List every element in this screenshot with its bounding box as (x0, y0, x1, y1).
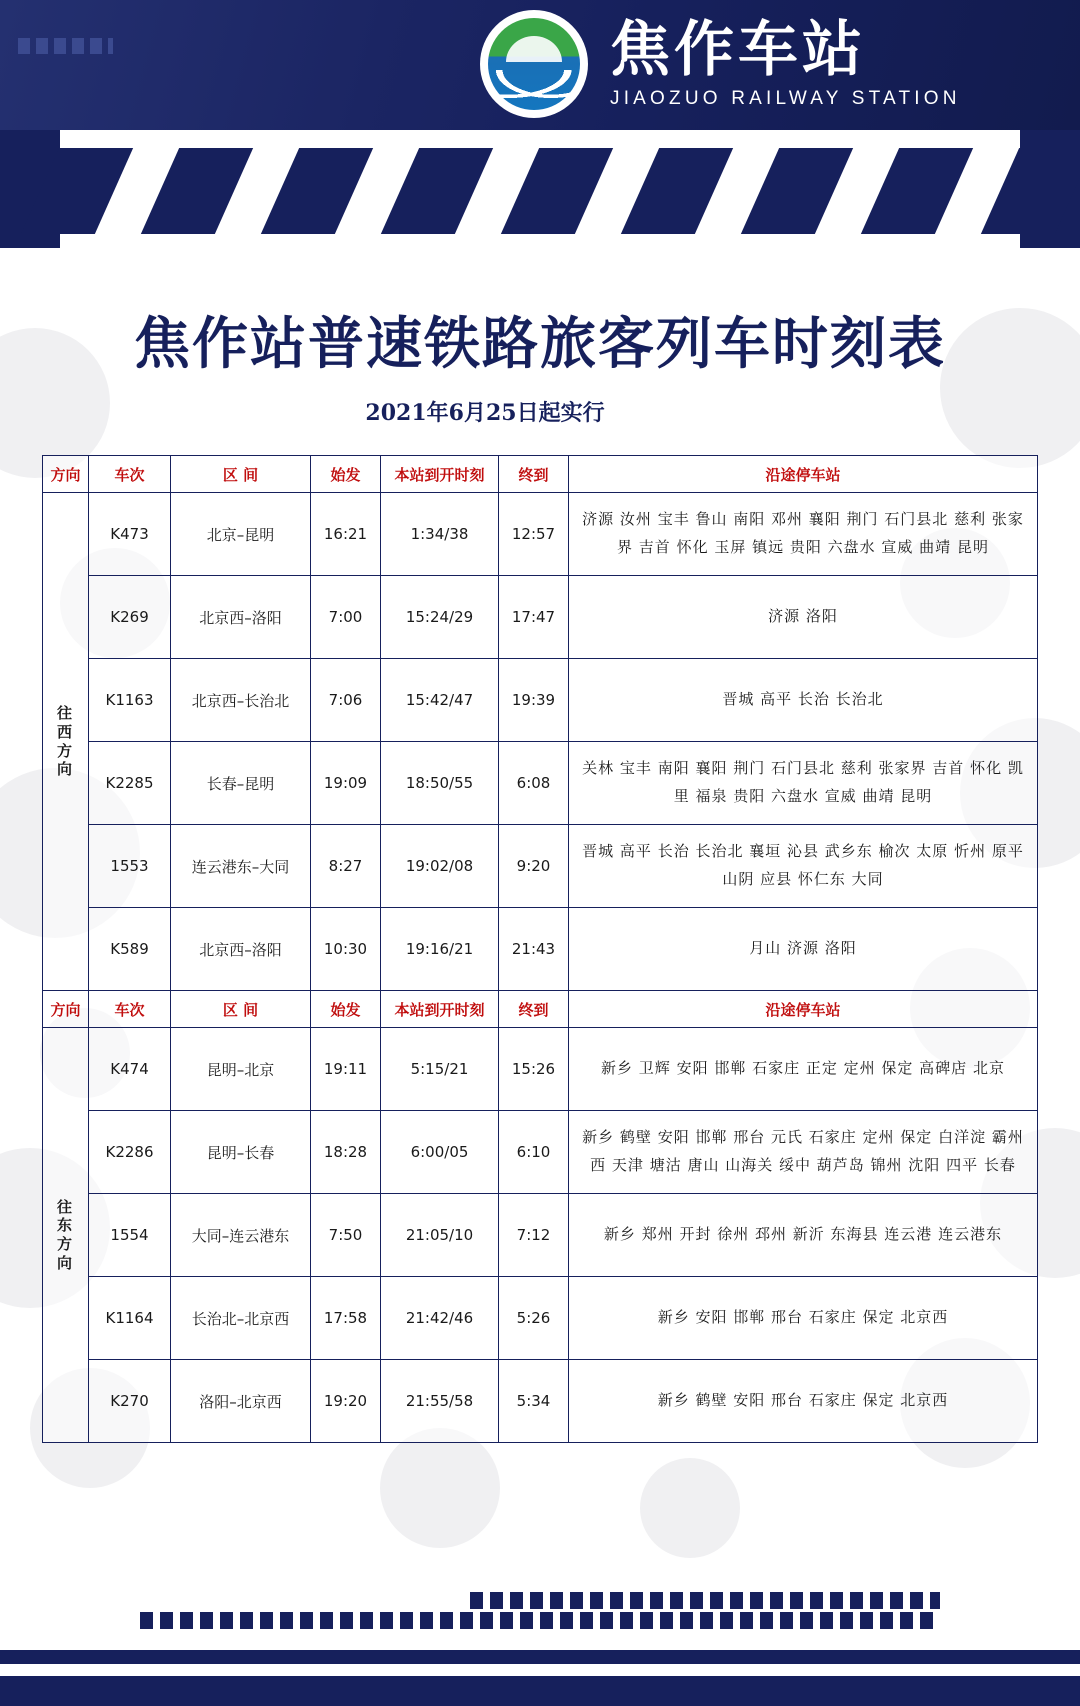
station-logo (480, 10, 961, 118)
cell-start: 17:58 (311, 1277, 381, 1360)
col-stops: 沿途停车站 (569, 456, 1038, 493)
cell-here: 19:16/21 (381, 908, 499, 991)
table-row (43, 1111, 1038, 1194)
cell-end: 5:26 (499, 1277, 569, 1360)
cell-stops: 新乡 鹤壁 安阳 邢台 石家庄 保定 北京西 (569, 1360, 1038, 1443)
footer-dot-decoration-white (26, 1664, 176, 1672)
cell-segment: 长治北–北京西 (171, 1277, 311, 1360)
station-name-cn: 焦作车站 (610, 14, 866, 85)
table-row (43, 1194, 1038, 1277)
table-row (43, 493, 1038, 576)
cell-stops: 月山 济源 洛阳 (569, 908, 1038, 991)
table-row (43, 659, 1038, 742)
cell-segment: 大同–连云港东 (171, 1194, 311, 1277)
cell-end: 15:26 (499, 1028, 569, 1111)
cell-start: 8:27 (311, 825, 381, 908)
direction-char: 方 (56, 1235, 74, 1253)
cell-start: 7:50 (311, 1194, 381, 1277)
cell-start: 19:11 (311, 1028, 381, 1111)
cell-end: 17:47 (499, 576, 569, 659)
cell-segment: 长春–昆明 (171, 742, 311, 825)
page-title: 焦作站普速铁路旅客列车时刻表 (134, 311, 946, 377)
cell-stops: 新乡 安阳 邯郸 邢台 石家庄 保定 北京西 (569, 1277, 1038, 1360)
cell-stops: 新乡 卫辉 安阳 邯郸 石家庄 正定 定州 保定 高碑店 北京 (569, 1028, 1038, 1111)
cell-stops: 晋城 高平 长治 长治北 (569, 659, 1038, 742)
table-row (43, 908, 1038, 991)
footer-bar-upper (0, 1650, 1080, 1664)
col-direction: 方向 (43, 991, 89, 1028)
header-dot-decoration (18, 38, 113, 54)
cell-segment: 洛阳–北京西 (171, 1360, 311, 1443)
title-block (0, 300, 1080, 427)
cell-start: 16:21 (311, 493, 381, 576)
direction-char: 往 (56, 1197, 74, 1216)
cell-start: 19:20 (311, 1360, 381, 1443)
cell-end: 6:10 (499, 1111, 569, 1194)
table-header-row (43, 456, 1038, 493)
cell-segment: 昆明–北京 (171, 1028, 311, 1111)
col-train-no: 车次 (89, 991, 171, 1028)
table-row (43, 1028, 1038, 1111)
cell-stops: 晋城 高平 长治 长治北 襄垣 沁县 武乡东 榆次 太原 忻州 原平 山阴 应县 怀仁东 大同 (569, 825, 1038, 908)
cell-segment: 连云港东–大同 (171, 825, 311, 908)
page-footer (0, 1588, 1080, 1706)
cell-end: 9:20 (499, 825, 569, 908)
table-header-row (43, 991, 1038, 1028)
cell-train-no: K474 (89, 1028, 171, 1111)
cell-segment: 北京西–洛阳 (171, 908, 311, 991)
col-end: 终到 (499, 991, 569, 1028)
cell-start: 18:28 (311, 1111, 381, 1194)
cell-train-no: K589 (89, 908, 171, 991)
cell-stops: 济源 洛阳 (569, 576, 1038, 659)
cell-here: 15:24/29 (381, 576, 499, 659)
cell-train-no: 1554 (89, 1194, 171, 1277)
cell-train-no: K2286 (89, 1111, 171, 1194)
cell-end: 21:43 (499, 908, 569, 991)
col-here: 本站到开时刻 (381, 991, 499, 1028)
direction-west (43, 493, 89, 991)
table-row (43, 1360, 1038, 1443)
cell-here: 15:42/47 (381, 659, 499, 742)
col-direction: 方向 (43, 456, 89, 493)
col-start: 始发 (311, 991, 381, 1028)
cell-here: 19:02/08 (381, 825, 499, 908)
direction-east (43, 1028, 89, 1443)
col-stops: 沿途停车站 (569, 991, 1038, 1028)
timetable (42, 455, 1038, 1443)
page-header (0, 0, 1080, 248)
cell-train-no: K1163 (89, 659, 171, 742)
cell-end: 6:08 (499, 742, 569, 825)
col-start: 始发 (311, 456, 381, 493)
cell-start: 7:00 (311, 576, 381, 659)
cell-train-no: K269 (89, 576, 171, 659)
cell-segment: 昆明–长春 (171, 1111, 311, 1194)
cell-here: 5:15/21 (381, 1028, 499, 1111)
cell-here: 18:50/55 (381, 742, 499, 825)
mountain-river-roundel-logo-icon (480, 10, 588, 118)
table-row (43, 1277, 1038, 1360)
footer-dot-decoration (140, 1612, 940, 1629)
cell-segment: 北京西–长治北 (171, 659, 311, 742)
table-row (43, 825, 1038, 908)
cell-end: 12:57 (499, 493, 569, 576)
cell-here: 21:05/10 (381, 1194, 499, 1277)
cell-here: 21:42/46 (381, 1277, 499, 1360)
direction-char: 方 (56, 741, 74, 760)
col-end: 终到 (499, 456, 569, 493)
cell-train-no: K473 (89, 493, 171, 576)
direction-char: 往 (56, 704, 74, 722)
direction-char: 东 (56, 1216, 74, 1235)
effective-date: 2021年6月25日起实行 (365, 400, 605, 426)
direction-char: 西 (56, 722, 74, 741)
cell-stops: 关林 宝丰 南阳 襄阳 荆门 石门县北 慈利 张家界 吉首 怀化 凯里 福泉 贵阳 六盘水 宣威 曲靖 昆明 (569, 742, 1038, 825)
cell-here: 6:00/05 (381, 1111, 499, 1194)
station-name-en: JIAOZUO RAILWAY STATION (610, 87, 961, 109)
cell-here: 21:55/58 (381, 1360, 499, 1443)
cell-train-no: 1553 (89, 825, 171, 908)
cell-here: 1:34/38 (381, 493, 499, 576)
cell-train-no: K270 (89, 1360, 171, 1443)
col-segment: 区 间 (171, 456, 311, 493)
col-segment: 区 间 (171, 991, 311, 1028)
cell-segment: 北京–昆明 (171, 493, 311, 576)
direction-char: 向 (56, 1253, 74, 1272)
cell-start: 19:09 (311, 742, 381, 825)
table-row (43, 576, 1038, 659)
cell-stops: 新乡 鹤壁 安阳 邯郸 邢台 元氏 石家庄 定州 保定 白洋淀 霸州西 天津 塘沽 唐山 山海关 绥中 葫芦岛 锦州 沈阳 四平 长春 (569, 1111, 1038, 1194)
cell-end: 5:34 (499, 1360, 569, 1443)
col-train-no: 车次 (89, 456, 171, 493)
footer-dot-decoration-upper (470, 1592, 940, 1609)
header-stripe-band (0, 130, 1080, 248)
cell-train-no: K2285 (89, 742, 171, 825)
cell-end: 7:12 (499, 1194, 569, 1277)
cell-start: 7:06 (311, 659, 381, 742)
table-row (43, 742, 1038, 825)
cell-stops: 济源 汝州 宝丰 鲁山 南阳 邓州 襄阳 荆门 石门县北 慈利 张家界 吉首 怀化 玉屏 镇远 贵阳 六盘水 宣威 曲靖 昆明 (569, 493, 1038, 576)
cell-segment: 北京西–洛阳 (171, 576, 311, 659)
cell-train-no: K1164 (89, 1277, 171, 1360)
cell-end: 19:39 (499, 659, 569, 742)
col-here: 本站到开时刻 (381, 456, 499, 493)
cell-stops: 新乡 郑州 开封 徐州 邳州 新沂 东海县 连云港 连云港东 (569, 1194, 1038, 1277)
cell-start: 10:30 (311, 908, 381, 991)
direction-char: 向 (56, 760, 74, 779)
footer-bar-lower (0, 1676, 1080, 1706)
